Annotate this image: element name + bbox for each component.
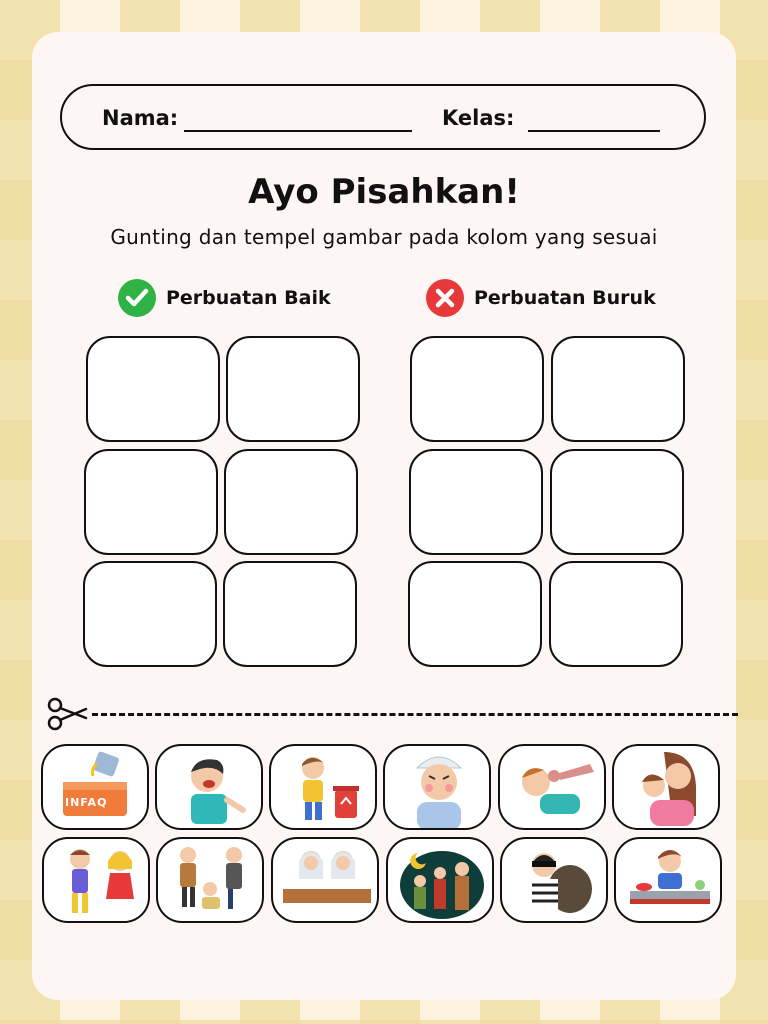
instruction-text: Gunting dan tempel gambar pada kolom yang sesuai bbox=[110, 225, 658, 249]
bad-drop-box[interactable] bbox=[549, 561, 683, 667]
card-angry-boy-with-cap[interactable] bbox=[383, 744, 491, 830]
quarreling-kids-icon bbox=[44, 839, 150, 923]
thief-icon bbox=[502, 839, 608, 923]
good-deeds-label: Perbuatan Baik bbox=[166, 287, 331, 309]
card-thief-with-sack[interactable] bbox=[500, 837, 608, 923]
worksheet bbox=[32, 32, 736, 1000]
name-input-line[interactable] bbox=[184, 130, 412, 132]
bad-deeds-label: Perbuatan Buruk bbox=[474, 287, 656, 309]
scissors-icon bbox=[46, 696, 90, 732]
name-class-bar bbox=[60, 84, 706, 150]
card-quarreling-kids[interactable] bbox=[42, 837, 150, 923]
helping-elderly-icon bbox=[158, 839, 264, 923]
bad-drop-box[interactable] bbox=[550, 449, 684, 555]
card-recycling-boy[interactable] bbox=[269, 744, 377, 830]
good-deeds-heading bbox=[118, 280, 331, 316]
hugging-mother-icon bbox=[614, 746, 720, 830]
dashed-cut-line bbox=[92, 713, 738, 716]
card-helping-elderly[interactable] bbox=[156, 837, 264, 923]
class-input-line[interactable] bbox=[528, 130, 660, 132]
family-praying-icon bbox=[388, 839, 494, 923]
angry-boy-icon bbox=[385, 746, 491, 830]
infaq-label: INFAQ bbox=[65, 796, 108, 809]
good-drop-box[interactable] bbox=[226, 336, 360, 442]
studying-together-icon bbox=[273, 839, 379, 923]
recycling-boy-icon bbox=[271, 746, 377, 830]
card-washing-dishes-boy[interactable] bbox=[614, 837, 722, 923]
good-drop-box[interactable] bbox=[86, 336, 220, 442]
bad-drop-box[interactable] bbox=[408, 561, 542, 667]
name-label: Nama: bbox=[102, 106, 179, 130]
good-drop-box[interactable] bbox=[224, 449, 358, 555]
shouting-boy-icon bbox=[157, 746, 263, 830]
washing-dishes-icon bbox=[616, 839, 722, 923]
bad-deeds-heading bbox=[426, 280, 656, 316]
class-label: Kelas: bbox=[442, 106, 515, 130]
good-drop-box[interactable] bbox=[223, 561, 357, 667]
infaq-box-icon bbox=[43, 746, 149, 830]
bad-drop-box[interactable] bbox=[551, 336, 685, 442]
x-circle-icon bbox=[426, 279, 464, 317]
check-circle-icon bbox=[118, 279, 156, 317]
card-infaq-box[interactable] bbox=[41, 744, 149, 830]
good-drop-box[interactable] bbox=[84, 449, 218, 555]
card-hugging-mother[interactable] bbox=[612, 744, 720, 830]
bad-drop-box[interactable] bbox=[409, 449, 543, 555]
bad-drop-box[interactable] bbox=[410, 336, 544, 442]
card-studying-together[interactable] bbox=[271, 837, 379, 923]
card-family-praying-night[interactable] bbox=[386, 837, 494, 923]
card-shouting-boy[interactable] bbox=[155, 744, 263, 830]
fighting-kid-icon bbox=[500, 746, 606, 830]
good-drop-box[interactable] bbox=[83, 561, 217, 667]
card-fighting-kid[interactable] bbox=[498, 744, 606, 830]
page-title: Ayo Pisahkan! bbox=[248, 172, 520, 212]
cut-line bbox=[46, 696, 726, 732]
